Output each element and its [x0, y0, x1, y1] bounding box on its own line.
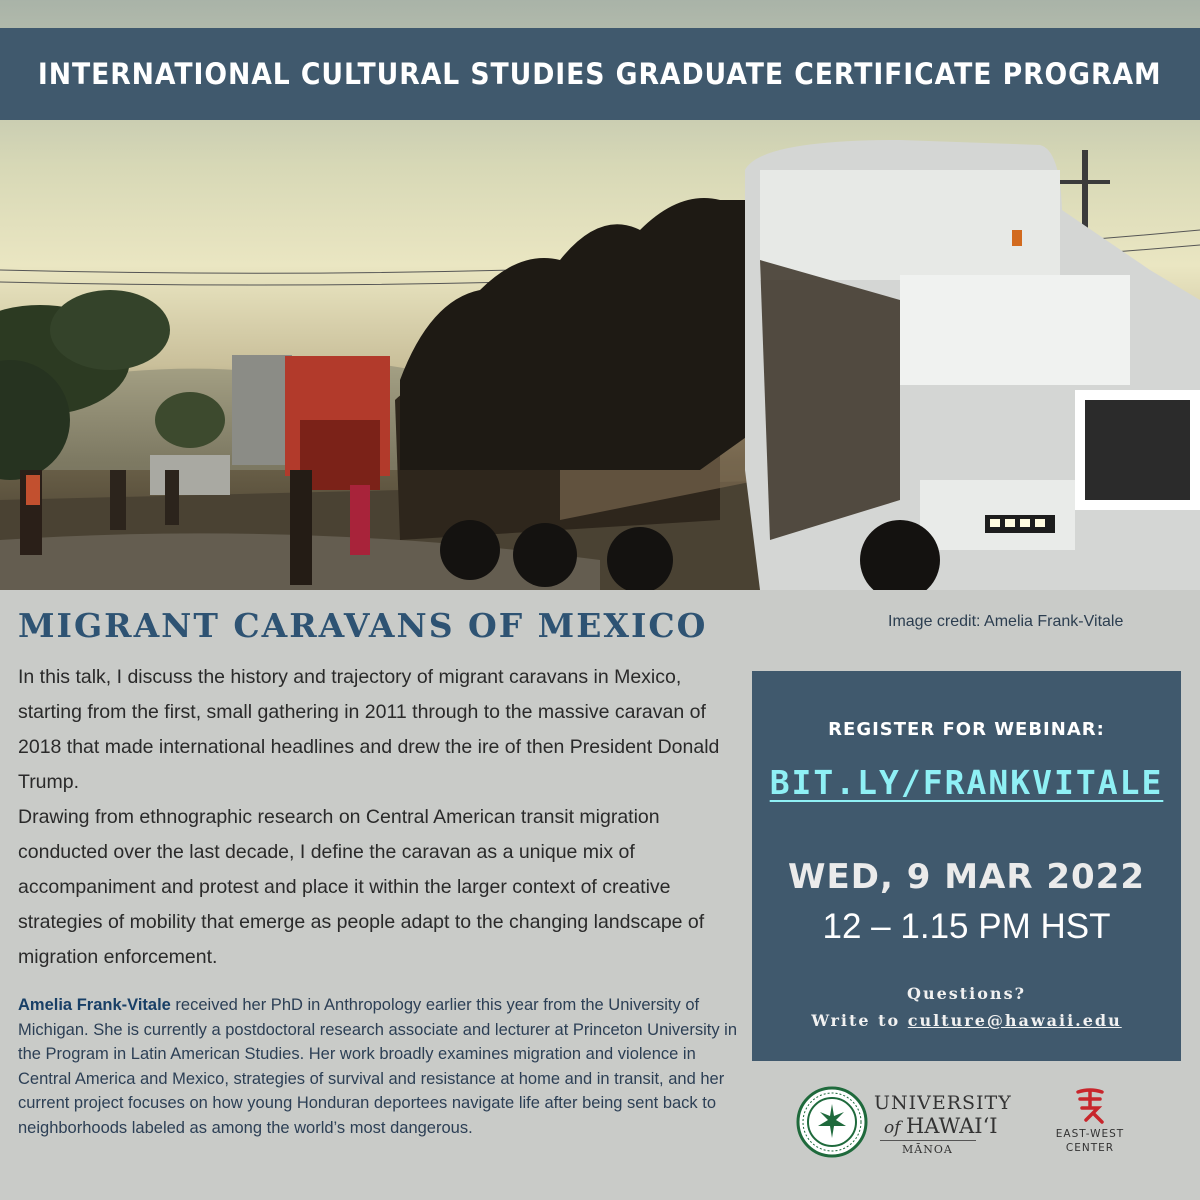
program-banner — [0, 28, 1200, 120]
east-west-center-mark-icon — [1074, 1086, 1106, 1124]
uh-wordmark-line1: UNIVERSITY — [874, 1092, 1012, 1114]
uh-wordmark-line3: MĀNOA — [902, 1143, 953, 1156]
uh-wordmark-line2 — [884, 1114, 998, 1138]
uh-divider — [880, 1140, 976, 1141]
speaker-name: Amelia Frank-Vitale — [18, 996, 171, 1014]
uh-hawaii: HAWAIʻI — [905, 1114, 998, 1138]
write-to-label: Write to — [811, 1011, 908, 1030]
ewc-wordmark-line2: CENTER — [1065, 1142, 1115, 1154]
university-of-hawaii-logo — [796, 1086, 1012, 1158]
register-panel — [752, 671, 1181, 1061]
abstract-paragraph-1: In this talk, I discuss the history and trajectory of migrant caravans in Mexico, starting from the first, small gathering in 2011 through to the massive caravan of 2018 that made international headlines and drew the ire of then President Donald Trump. — [18, 666, 720, 793]
contact-line — [752, 1011, 1181, 1030]
event-date: WED, 9 MAR 2022 — [788, 857, 1145, 897]
event-title: MIGRANT CARAVANS OF MEXICO — [18, 606, 708, 645]
university-seal-icon — [796, 1086, 868, 1158]
east-west-center-logo — [1050, 1086, 1130, 1158]
register-label: REGISTER FOR WEBINAR: — [828, 719, 1105, 740]
program-title: INTERNATIONAL CULTURAL STUDIES GRADUATE CERTIFICATE PROGRAM — [38, 57, 1162, 91]
event-time: 12 – 1.15 PM HST — [822, 907, 1111, 946]
questions-label: Questions? — [907, 984, 1026, 1003]
uh-of: of — [884, 1118, 906, 1138]
bio-text: received her PhD in Anthropology earlier this year from the University of Michigan. She is currently a postdoctoral research associate and lecturer at Princeton University in the Program in Latin American Studies. Her work broadly examines migration and violence in Central America and Mexico, strategies of survival and resistance at home and in transit, and her current project focuses on how young Honduran deportees navigate life after being sent back to neighborhoods labeled as among the world’s most dangerous. — [18, 996, 738, 1137]
register-link[interactable]: BIT.LY/FRANKVITALE — [769, 763, 1164, 802]
ewc-wordmark-line1: EAST-WEST — [1055, 1128, 1125, 1140]
abstract — [18, 660, 738, 975]
speaker-bio — [18, 993, 753, 1141]
abstract-paragraph-2: Drawing from ethnographic research on Central American transit migration conducted over the last decade, I define the caravan as a unique mix of accompaniment and protest and place it within the larger context of creative strategies of mobility that emerge as people adapt to the changing landscape of migration enforcement. — [18, 806, 705, 968]
image-credit: Image credit: Amelia Frank-Vitale — [888, 613, 1124, 630]
contact-email-link[interactable]: culture@hawaii.edu — [907, 1011, 1122, 1030]
